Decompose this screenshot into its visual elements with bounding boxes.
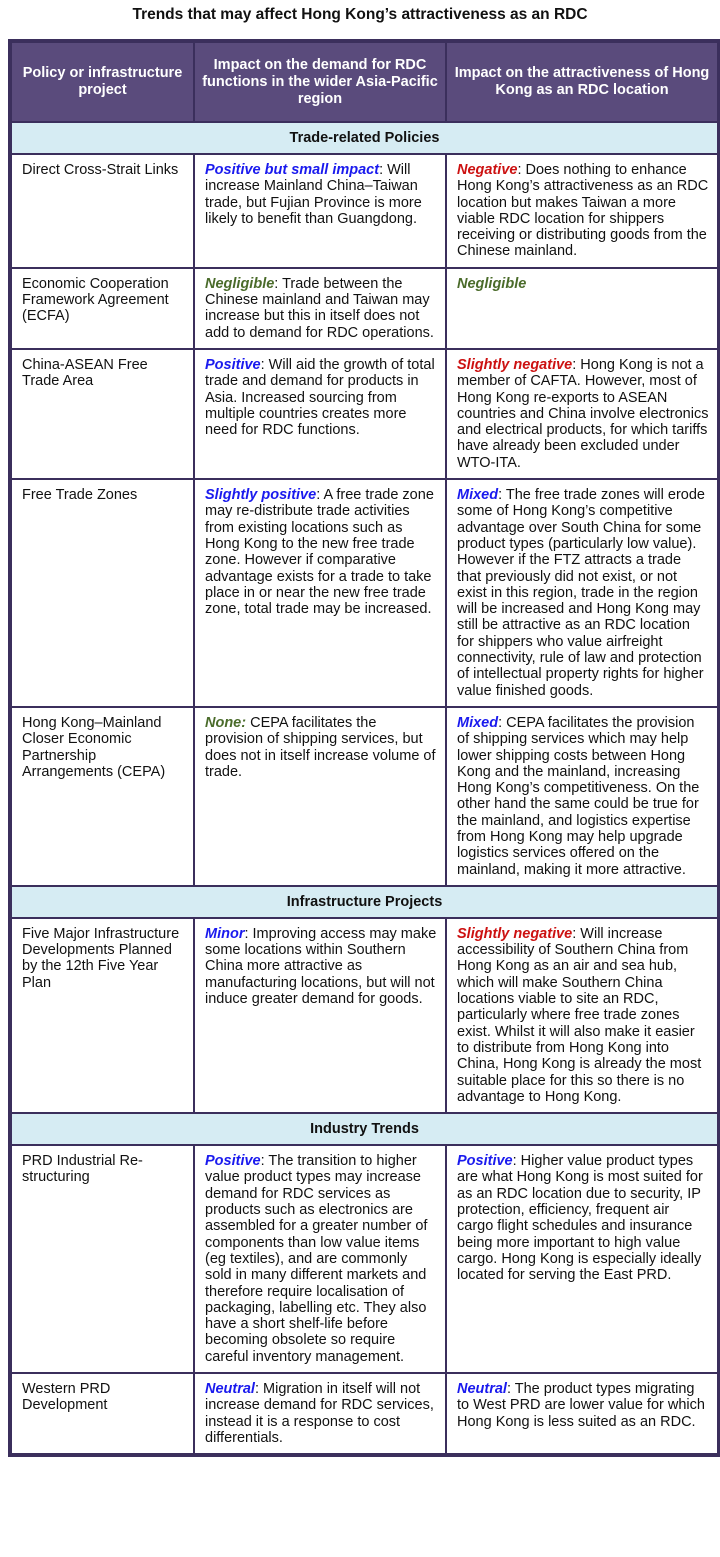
attractiveness-cell	[446, 154, 718, 268]
impact-label: Positive but small impact	[205, 162, 380, 178]
section-row	[11, 1113, 718, 1145]
demand-cell	[194, 707, 446, 886]
impact-text: CEPA facilitates the provision of shipping services, but does not in itself increase volume of trade.	[205, 714, 436, 780]
impact-label: Neutral	[457, 1381, 507, 1397]
section-title: Industry Trends	[11, 1113, 718, 1145]
policy-cell: Five Major Infrastructure Developments Planned by the 12th Five Year Plan	[11, 918, 194, 1113]
attractiveness-cell	[446, 349, 718, 479]
demand-cell	[194, 349, 446, 479]
impact-text: : CEPA facilitates the provision of shipping services which may help lower shipping costs between Hong Kong and the mainland, increasing Hong Kong’s competitiveness. On the other hand the same could be true for the mainland, and logistics expertise from Hong Kong may help upgrade logistics services offered on the mainland, making it more attractive.	[457, 714, 700, 878]
impact-text: : The transition to higher value product types may increase demand for RDC services as products such as electronics are assembled for a greater number of components than low value items (eg textiles), and are commonly sold in many different markets and therefore require localisation of packaging, labelling etc. They also have a short shelf-life before becoming obsolete so require careful inventory management.	[205, 1153, 428, 1365]
impact-label: Slightly negative	[457, 925, 573, 942]
impact-label: Minor	[205, 925, 245, 942]
impact-text: : Migration in itself will not increase demand for RDC services, instead it is a response to cost differentials.	[205, 1381, 434, 1446]
impact-label: Mixed	[457, 487, 499, 504]
table-row	[11, 479, 718, 707]
impact-label: None:	[205, 714, 247, 731]
demand-cell	[194, 268, 446, 349]
page-title: Trends that may affect Hong Kong’s attractiveness as an RDC	[132, 6, 588, 23]
policy-cell: China-ASEAN Free Trade Area	[11, 349, 194, 479]
column-header-attractiveness: Impact on the attractiveness of Hong Kong as an RDC location	[446, 42, 718, 122]
impact-label: Slightly negative	[457, 356, 573, 373]
table-row	[11, 349, 718, 479]
table-row	[11, 1145, 718, 1373]
policy-cell: Free Trade Zones	[11, 479, 194, 707]
attractiveness-cell	[446, 1145, 718, 1373]
impact-label: Negligible	[205, 275, 275, 292]
impact-text: : Improving access may make some locations within Southern China more attractive as manufacturing locations, but will not induce greater demand for goods.	[205, 925, 437, 1008]
impact-label: Slightly positive	[205, 487, 317, 504]
policy-cell: Economic Cooperation Framework Agreement (ECFA)	[11, 268, 194, 349]
impact-label: Negative	[457, 162, 518, 178]
attractiveness-cell	[446, 1373, 718, 1454]
impact-label: Neutral	[205, 1381, 255, 1397]
policy-cell: Western PRD Development	[11, 1373, 194, 1454]
impact-label: Positive	[205, 1153, 261, 1170]
attractiveness-cell	[446, 479, 718, 707]
demand-cell	[194, 1145, 446, 1373]
impact-label: Positive	[205, 356, 261, 373]
column-header-demand: Impact on the demand for RDC functions in the wider Asia-Pacific region	[194, 42, 446, 122]
impact-text: : Will increase Mainland China–Taiwan trade, but Fujian Province is more likely to benefit than Guangdong.	[205, 162, 422, 227]
attractiveness-cell	[446, 918, 718, 1113]
table-row	[11, 1373, 718, 1454]
table-header-row	[11, 42, 718, 122]
policy-cell: Direct Cross-Strait Links	[11, 154, 194, 268]
section-row	[11, 122, 718, 154]
column-header-policy: Policy or infrastructure project	[11, 42, 194, 122]
policy-cell: PRD Industrial Re-structuring	[11, 1145, 194, 1373]
impact-text: : Hong Kong is not a member of CAFTA. However, most of Hong Kong re-exports to ASEAN countries and China involve electronics and electrical products, for which tariffs have already been excluded under WTO-ITA.	[457, 356, 709, 471]
impact-text: : Higher value product types are what Hong Kong is most suited for as an RDC location due to security, IP protection, efficiency, frequent air cargo flight schedules and insurance being more important to high value cargo. Hong Kong is especially ideally located for serving the East PRD.	[457, 1153, 703, 1284]
impact-label: Mixed	[457, 714, 499, 731]
impact-label: Positive	[457, 1153, 513, 1170]
table-row	[11, 154, 718, 268]
impact-text: : Trade between the Chinese mainland and Taiwan may increase but this in itself does not add to demand for RDC operations.	[205, 275, 434, 341]
impact-text: : Will aid the growth of total trade and demand for products in Asia. Increased sourcing from multiple countries creates more need for RDC functions.	[205, 356, 435, 439]
demand-cell	[194, 479, 446, 707]
attractiveness-cell	[446, 707, 718, 886]
impact-text: : A free trade zone may re-distribute trade activities from existing locations such as Hong Kong to the new free trade zone. However if comparative advantage exists for a trade to take place in or near the new free trade zone, total trade may be increased.	[205, 487, 434, 618]
policy-cell: Hong Kong–Mainland Closer Economic Partnership Arrangements (CEPA)	[11, 707, 194, 886]
table-row	[11, 707, 718, 886]
section-row	[11, 886, 718, 918]
attractiveness-cell	[446, 268, 718, 349]
section-title: Infrastructure Projects	[11, 886, 718, 918]
table-row	[11, 918, 718, 1113]
impact-label: Negligible	[457, 275, 527, 292]
demand-cell	[194, 1373, 446, 1454]
table-row	[11, 268, 718, 349]
demand-cell	[194, 918, 446, 1113]
impact-text: : The free trade zones will erode some of Hong Kong’s competitive advantage over South China for some product types (particularly low value). However if the FTZ attracts a trade that previously did not exist, or not exist in this region, trade in the region will be increased and Hong Kong may still be attractive as an RDC location for shippers who value airfreight connectivity, rule of law and protection of intellectual property rights for higher value finished goods.	[457, 487, 705, 699]
demand-cell	[194, 154, 446, 268]
impact-text: : The product types migrating to West PRD are lower value for which Hong Kong is less suited as an RDC.	[457, 1381, 705, 1430]
section-title: Trade-related Policies	[11, 122, 718, 154]
impact-text: : Will increase accessibility of Southern China from Hong Kong as an air and sea hub, which will make Southern China locations viable to site an RDC, particularly where free trade zones exist. Whilst it will also make it easier to distribute from Hong Kong into China, Hong Kong is already the most suitable place for this so there is no advantage to Hong Kong.	[457, 925, 702, 1105]
trends-table	[8, 39, 720, 1457]
impact-text: : Does nothing to enhance Hong Kong’s attractiveness as an RDC location but makes Taiwan a more viable RDC location for shippers receiving or distributing goods from the Chinese mainland.	[457, 162, 709, 260]
